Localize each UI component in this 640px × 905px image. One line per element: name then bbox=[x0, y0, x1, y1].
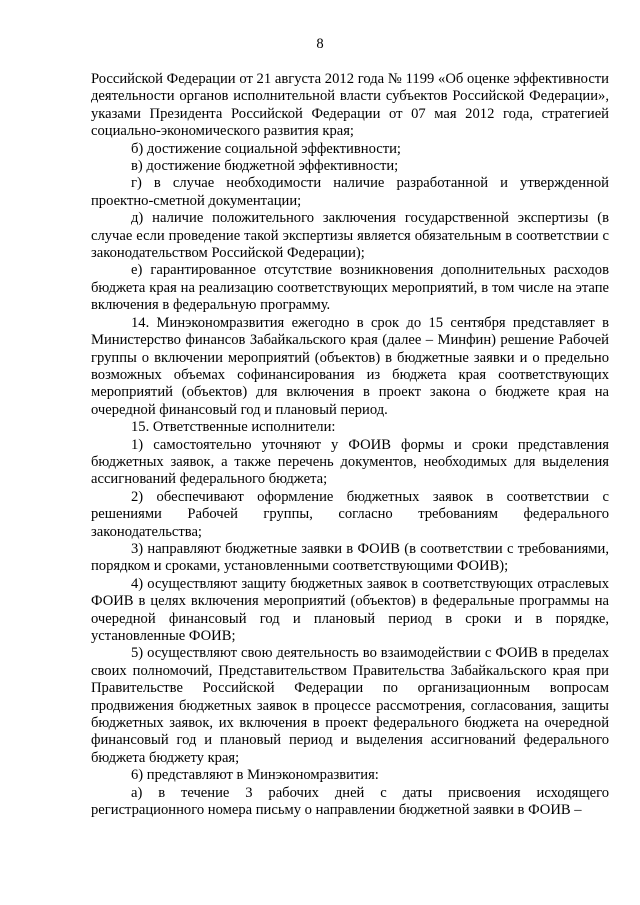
paragraph-subitem-4: 4) осуществляют защиту бюджетных заявок в соответствующих отраслевых ФОИВ в целях включения мероприятий (объектов) в федеральные программы на очередной финансовый год и плановый период в сроки и в порядке, установленные ФОИВ; bbox=[91, 575, 609, 644]
paragraph-intro-continuation: Российской Федерации от 21 августа 2012 года № 1199 «Об оценке эффективности деятельности органов исполнительной власти субъектов Российской Федерации», указами Президента Российской Федерации от 07 мая 2012 года, стратегией социально-экономического развития края; bbox=[91, 71, 609, 140]
paragraph-item-g: г) в случае необходимости наличие разработанной и утвержденной проектно-сметной документации; bbox=[91, 175, 609, 209]
paragraph-subitem-6: 6) представляют в Минэкономразвития: bbox=[131, 767, 379, 784]
document-body bbox=[91, 71, 609, 819]
paragraph-item-e: е) гарантированное отсутствие возникновения дополнительных расходов бюджета края на реализацию соответствующих мероприятий, в том числе на этапе включения в федеральную программу. bbox=[91, 262, 609, 314]
paragraph-subitem-3: 3) направляют бюджетные заявки в ФОИВ (в соответствии с требованиями, порядком и сроками, установленными соответствующими ФОИВ); bbox=[91, 540, 609, 575]
paragraph-item-v: в) достижение бюджетной эффективности; bbox=[131, 158, 399, 175]
paragraph-subitem-1: 1) самостоятельно уточняют у ФОИВ формы и сроки представления бюджетных заявок, а также перечень документов, необходимых для выделения ассигнований федерального бюджета; bbox=[91, 436, 609, 488]
paragraph-subitem-6a: а) в течение 3 рабочих дней с даты присвоения исходящего регистрационного номера письму о направлении бюджетной заявки в ФОИВ – bbox=[91, 784, 609, 819]
paragraph-clause-14: 14. Минэкономразвития ежегодно в срок до 15 сентября представляет в Министерство финансов Забайкальского края (далее – Минфин) решение Рабочей группы о включении мероприятий (объектов) в бюджетные заявки и о предельно возможных объемах софинансирования из бюджета края соответствующих мероприятий (объектов) для включения в проект закона о бюджете края на очередной финансовый год и плановый период. bbox=[91, 314, 609, 418]
paragraph-clause-15: 15. Ответственные исполнители: bbox=[131, 419, 336, 436]
paragraph-subitem-5: 5) осуществляют свою деятельность во взаимодействии с ФОИВ в пределах своих полномочий, Представительством Правительства Забайкальского края при Правительстве Российской Федерации по организационным вопросам продвижения бюджетных заявок в процессе рассмотрения, согласования, защиты бюджетных заявок, их включения в проект федерального бюджета на очередной финансовый год и плановый период и выделения ассигнований федерального бюджета бюджету края; bbox=[91, 645, 609, 766]
paragraph-item-b: б) достижение социальной эффективности; bbox=[131, 140, 401, 157]
paragraph-subitem-2: 2) обеспечивают оформление бюджетных заявок в соответствии с решениями Рабочей группы, согласно требованиям федерального законодательства; bbox=[91, 488, 609, 540]
page-number: 8 bbox=[316, 36, 324, 52]
paragraph-item-d: д) наличие положительного заключения государственной экспертизы (в случае если проведение такой экспертизы является обязательным в соответствии с законодательством Российской Федерации); bbox=[91, 210, 609, 262]
